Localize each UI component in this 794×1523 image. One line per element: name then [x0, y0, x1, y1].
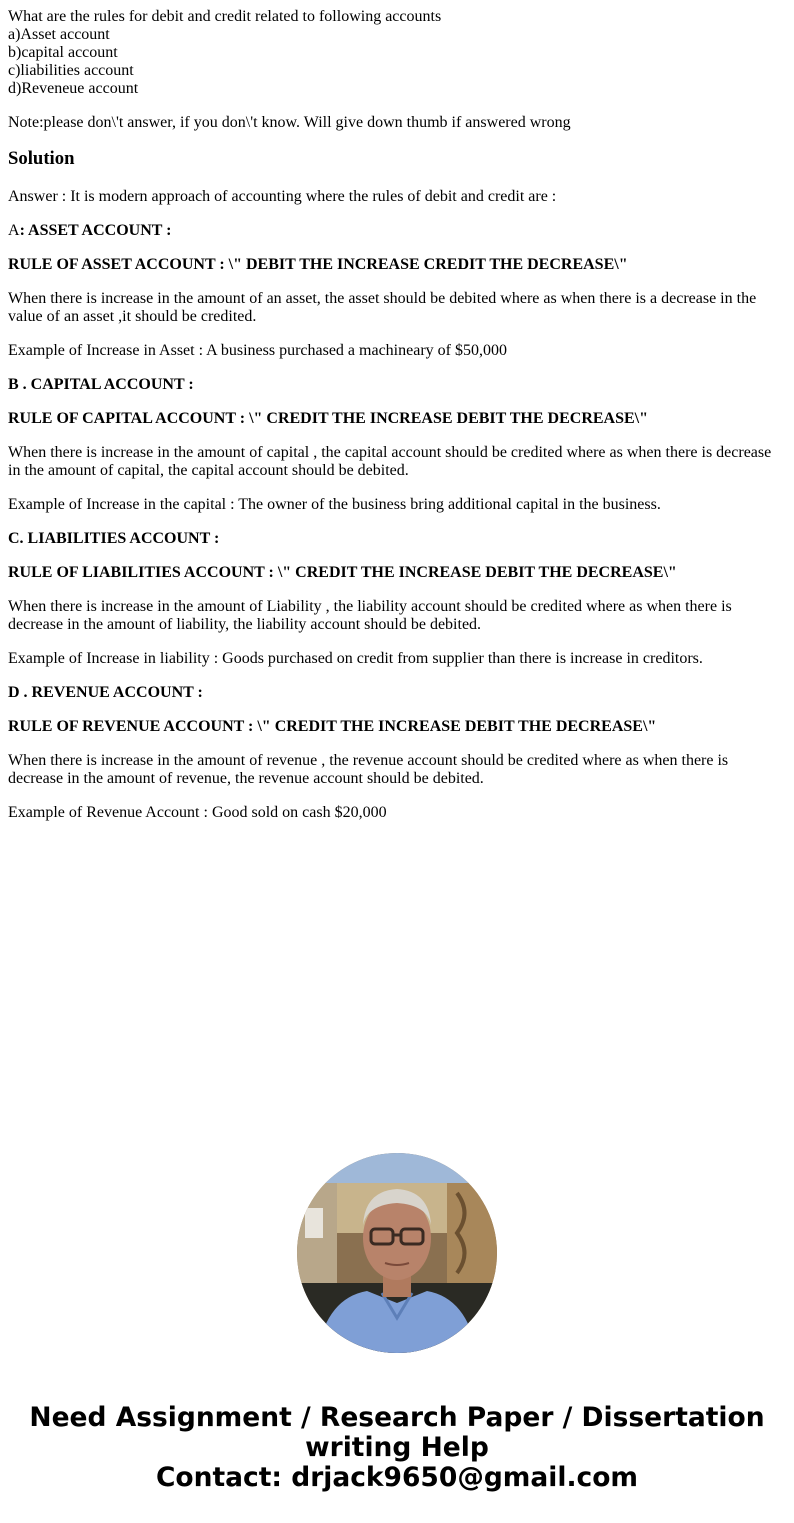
capital-rule-text: RULE OF CAPITAL ACCOUNT : \" CREDIT THE INCREASE DEBIT THE DECREASE\" [8, 410, 648, 427]
question-item-c: c)liabilities account [8, 62, 134, 79]
liabilities-rule [8, 564, 780, 582]
revenue-heading-text: D . REVENUE ACCOUNT : [8, 684, 203, 701]
author-avatar [297, 1153, 497, 1353]
author-portrait-image [297, 1153, 497, 1353]
promo-line-1: Need Assignment / Research Paper / Dissertation [29, 1402, 765, 1433]
promo-banner [0, 1403, 794, 1493]
liabilities-heading [8, 530, 780, 548]
liabilities-heading-text: C. LIABILITIES ACCOUNT : [8, 530, 220, 547]
asset-rule [8, 256, 780, 274]
solution-intro: Answer : It is modern approach of accounting where the rules of debit and credit are : [8, 188, 557, 205]
solution-heading: Solution [8, 148, 75, 169]
capital-rule [8, 410, 780, 428]
question-item-d: d)Reveneue account [8, 80, 139, 97]
capital-heading [8, 376, 780, 394]
liabilities-rule-text: RULE OF LIABILITIES ACCOUNT : \" CREDIT THE INCREASE DEBIT THE DECREASE\" [8, 564, 677, 581]
liabilities-explanation: When there is increase in the amount of Liability , the liability account should be credited where as when there is decrease in the amount of liability, the liability account should be debited. [8, 598, 732, 633]
capital-explanation: When there is increase in the amount of capital , the capital account should be credited where as when there is decrease in the amount of capital, the capital account should be debited. [8, 444, 772, 479]
question-item-b: b)capital account [8, 44, 118, 61]
promo-contact: Contact: drjack9650@gmail.com [155, 1462, 639, 1493]
revenue-explanation: When there is increase in the amount of revenue , the revenue account should be credited where as when there is decrease in the amount of revenue, the revenue account should be debited. [8, 752, 729, 787]
revenue-example: Example of Revenue Account : Good sold on cash $20,000 [8, 804, 387, 821]
liabilities-example: Example of Increase in liability : Goods purchased on credit from supplier than there is increase in creditors. [8, 650, 703, 667]
question-item-a: a)Asset account [8, 26, 110, 43]
revenue-heading [8, 684, 780, 702]
asset-explanation: When there is increase in the amount of an asset, the asset should be debited where as when there is a decrease in the value of an asset ,it should be credited. [8, 290, 757, 325]
question-note: Note:please don\'t answer, if you don\'t know. Will give down thumb if answered wrong [8, 114, 571, 131]
asset-rule-text: RULE OF ASSET ACCOUNT : \" DEBIT THE INCREASE CREDIT THE DECREASE\" [8, 256, 628, 273]
asset-heading-text: : ASSET ACCOUNT : [19, 222, 172, 239]
question-title: What are the rules for debit and credit related to following accounts [8, 8, 442, 25]
revenue-rule [8, 718, 780, 736]
asset-prefix: A [8, 222, 20, 239]
promo-line-2: writing Help [305, 1432, 489, 1463]
asset-heading [8, 222, 780, 240]
asset-example: Example of Increase in Asset : A business purchased a machineary of $50,000 [8, 342, 507, 359]
revenue-rule-text: RULE OF REVENUE ACCOUNT : \" CREDIT THE INCREASE DEBIT THE DECREASE\" [8, 718, 657, 735]
document-content [8, 8, 780, 838]
capital-example: Example of Increase in the capital : The owner of the business bring additional capital in the business. [8, 496, 661, 513]
capital-heading-text: B . CAPITAL ACCOUNT : [8, 376, 194, 393]
